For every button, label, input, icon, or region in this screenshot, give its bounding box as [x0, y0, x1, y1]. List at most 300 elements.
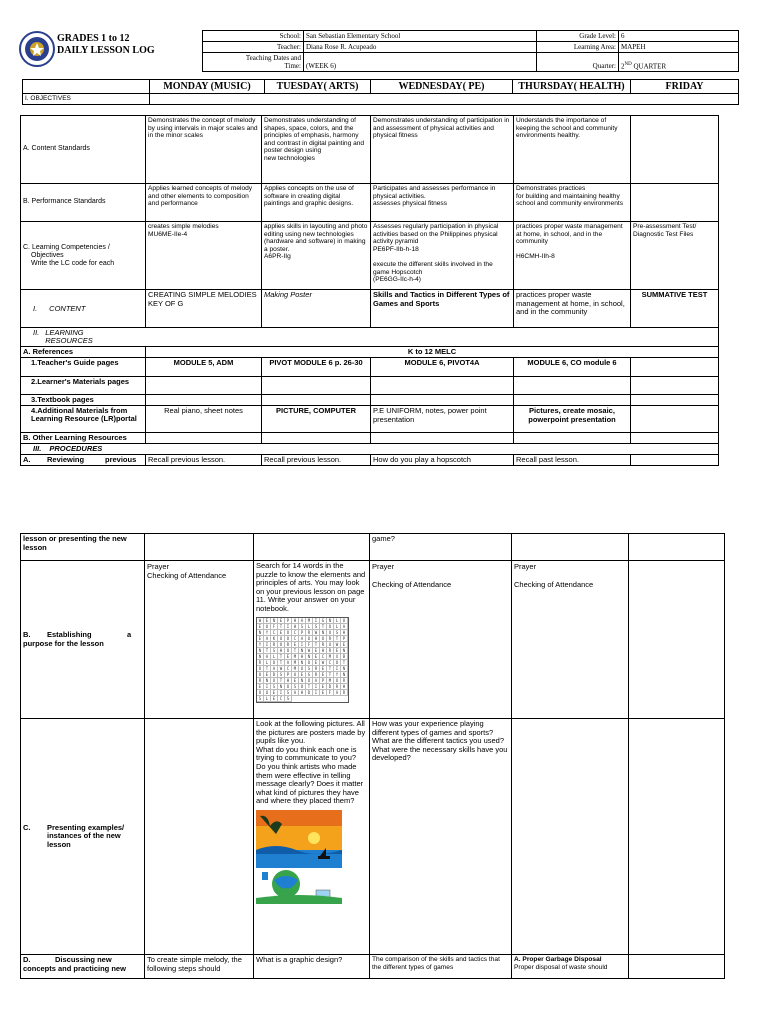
puzzle-letter: S — [292, 684, 299, 690]
puzzle-letter: U — [271, 678, 278, 684]
puzzle-letter: P — [285, 672, 292, 678]
puzzle-letter: I — [285, 624, 292, 630]
puzzle-letter: C — [285, 666, 292, 672]
puzzle-letter: U — [327, 642, 334, 648]
puzzle-letter: D — [306, 690, 313, 696]
procedures-label: PROCEDURES — [49, 444, 103, 453]
row-presenting — [21, 719, 725, 955]
puzzle-letter: R — [341, 690, 348, 696]
school-label: School: — [203, 31, 304, 42]
purpose-wed: Prayer Checking of Attendance — [370, 561, 512, 719]
tb-wed — [371, 395, 514, 406]
lm-fri — [631, 377, 719, 395]
presenting-thu — [512, 719, 629, 955]
puzzle-letter: O — [285, 684, 292, 690]
lm-thu — [514, 377, 631, 395]
puzzle-letter: O — [257, 690, 264, 696]
content-mon: CREATING SIMPLE MELODIES KEY OF G — [146, 290, 262, 328]
puzzle-letter: A — [341, 624, 348, 630]
reviewing-a: A. — [23, 455, 31, 464]
label-reviewing-cont: lesson or presenting the new lesson — [21, 534, 145, 561]
puzzle-letter: S — [313, 624, 320, 630]
competencies-tue: applies skills in layouting and photo editing using new technologies (hardware and software) in making a poster. A6PR-IIg — [262, 222, 371, 290]
puzzle-letter: R — [327, 648, 334, 654]
puzzle-letter: O — [327, 624, 334, 630]
puzzle-letter: E — [271, 690, 278, 696]
puzzle-letter: C — [278, 696, 285, 702]
puzzle-letter: S — [285, 696, 292, 702]
puzzle-letter: U — [292, 672, 299, 678]
olr-mon — [146, 433, 262, 444]
puzzle-letter: R — [313, 666, 320, 672]
purpose-thu: Prayer Checking of Attendance — [512, 561, 629, 719]
puzzle-letter: E — [313, 654, 320, 660]
puzzle-letter: T — [278, 678, 285, 684]
puzzle-letter: H — [278, 648, 285, 654]
rc-tue — [254, 534, 370, 561]
content-label: CONTENT — [49, 303, 86, 313]
label-references: A. References — [21, 347, 146, 358]
puzzle-letter: S — [299, 624, 306, 630]
tb-thu — [514, 395, 631, 406]
row-purpose — [21, 561, 725, 719]
area-value: MAPEH — [619, 42, 739, 53]
puzzle-letter: W — [320, 660, 327, 666]
lm-wed — [371, 377, 514, 395]
row-learning-resources — [21, 328, 719, 347]
poster-image — [256, 810, 367, 907]
puzzle-letter: W — [278, 666, 285, 672]
content-std-tue: Demonstrates understanding of shapes, space, colors, and the principles of emphasis, harmony and contrast in digital painting and poster design using new technologies — [262, 116, 371, 184]
presenting-fri — [629, 719, 725, 955]
reviewing-c: previous — [105, 455, 137, 464]
puzzle-letter: C — [292, 636, 299, 642]
content-std-mon: Demonstrates the concept of melody by using intervals in major scales and in the minor scales — [146, 116, 262, 184]
title-line-1: GRADES 1 to 12 — [57, 33, 130, 44]
tb-tue — [262, 395, 371, 406]
purpose-d: purpose for the lesson — [23, 638, 104, 648]
puzzle-letter: T — [313, 642, 320, 648]
row-procedures — [21, 444, 719, 455]
purpose-a: B. — [23, 630, 31, 639]
label-purpose — [21, 561, 145, 719]
puzzle-letter: O — [334, 678, 341, 684]
row-competencies — [21, 222, 719, 290]
puzzle-letter: R — [313, 672, 320, 678]
rc-wed: game? — [370, 534, 512, 561]
presenting-tue-text: Look at the following pictures. All the pictures are posters made by pupils like you. What do you think each one is trying to communicate to you? Do you think artists who made them were effective in telling message clearly? Does it matter what kind of pictures they have and where they placed them? — [256, 719, 366, 806]
label-content-standards: A. Content Standards — [21, 116, 146, 184]
teacher-value: Diana Rose R. Acupeado — [304, 42, 537, 53]
puzzle-letter: N — [257, 654, 264, 660]
reviewing-fri — [631, 455, 719, 466]
puzzle-letter: T — [327, 666, 334, 672]
presenting-c: instances of the new — [47, 831, 121, 841]
puzzle-letter: T — [306, 684, 313, 690]
area-label: Learning Area: — [537, 42, 619, 53]
puzzle-letter: N — [341, 672, 348, 678]
puzzle-letter: A — [292, 690, 299, 696]
row-reviewing — [21, 455, 719, 466]
puzzle-letter: N — [341, 648, 348, 654]
puzzle-letter: O — [257, 666, 264, 672]
puzzle-letter: Y — [257, 642, 264, 648]
puzzle-letter: Y — [334, 672, 341, 678]
puzzle-letter: A — [299, 618, 306, 624]
deped-seal — [19, 31, 55, 67]
am-fri — [631, 406, 719, 433]
puzzle-letter: A — [285, 660, 292, 666]
puzzle-letter: M — [306, 618, 313, 624]
puzzle-letter: M — [327, 654, 334, 660]
presenting-tue — [254, 719, 370, 955]
puzzle-letter: O — [278, 642, 285, 648]
puzzle-letter: O — [257, 672, 264, 678]
purpose-b: Establishing — [47, 630, 92, 639]
presenting-d: lesson — [47, 839, 71, 849]
puzzle-letter: E — [285, 654, 292, 660]
competencies-fri: Pre-assessment Test/ Diagnostic Test Files — [631, 222, 719, 290]
label-competencies — [21, 222, 146, 290]
competencies-thu: practices proper waste management at home, in school, and in the community H6CMH-IIh-8 — [514, 222, 631, 290]
row-references — [21, 347, 719, 358]
row-content — [21, 290, 719, 328]
puzzle-letter: U — [327, 630, 334, 636]
row-performance-standards — [21, 184, 719, 222]
tg-tue: PIVOT MODULE 6 p. 26-30 — [262, 358, 371, 377]
reviewing-wed: How do you play a hopscotch — [371, 455, 514, 466]
puzzle-letter: T — [278, 654, 285, 660]
tb-mon — [146, 395, 262, 406]
puzzle-letter: N — [299, 678, 306, 684]
puzzle-letter: T — [334, 636, 341, 642]
dates-label — [203, 53, 304, 72]
puzzle-letter: L — [334, 618, 341, 624]
puzzle-letter: F — [306, 642, 313, 648]
content-fri: SUMMATIVE TEST — [631, 290, 719, 328]
objectives-label: I. OBJECTIVES — [23, 94, 150, 105]
label-competencies-3: Write the LC code for each — [31, 259, 115, 267]
quarter-num: 2 — [621, 62, 625, 70]
week-value: (WEEK 6) — [304, 53, 537, 72]
puzzle-letter: W — [306, 648, 313, 654]
row-learners-materials — [21, 377, 719, 395]
puzzle-letter: S — [285, 690, 292, 696]
puzzle-letter: R — [341, 678, 348, 684]
label-procedures — [21, 444, 719, 455]
label-content — [21, 290, 146, 328]
lm-tue — [262, 377, 371, 395]
row-discussing — [21, 955, 725, 979]
puzzle-letter: O — [285, 636, 292, 642]
puzzle-letter: C — [320, 654, 327, 660]
puzzle-letter: T — [278, 624, 285, 630]
grade-label: Grade Level: — [537, 31, 619, 42]
row-other-resources — [21, 433, 719, 444]
row-additional-materials — [21, 406, 719, 433]
puzzle-letter: E — [313, 648, 320, 654]
puzzle-letter: C — [327, 660, 334, 666]
puzzle-letter: E — [292, 642, 299, 648]
blank-header — [23, 80, 150, 94]
puzzle-letter: N — [257, 648, 264, 654]
puzzle-letter: K — [271, 636, 278, 642]
grade-value: 6 — [619, 31, 739, 42]
reviewing-thu: Recall past lesson. — [514, 455, 631, 466]
puzzle-letter: O — [306, 678, 313, 684]
puzzle-letter: G — [320, 618, 327, 624]
label-additional-materials: 4.Additional Materials from Learning Resource (LR)portal — [21, 406, 146, 433]
day-friday: FRIDAY — [631, 80, 739, 94]
competencies-mon: creates simple melodies MU6ME-IIe-4 — [146, 222, 262, 290]
puzzle-letter: R — [320, 642, 327, 648]
puzzle-letter: I — [299, 642, 306, 648]
puzzle-letter: R — [271, 642, 278, 648]
label-competencies-2: Objectives — [31, 251, 64, 259]
puzzle-letter: X — [334, 654, 341, 660]
am-wed: P.E UNIFORM, notes, power point presentation — [371, 406, 514, 433]
puzzle-letter: T — [327, 672, 334, 678]
puzzle-letter: O — [285, 648, 292, 654]
puzzle-letter: A — [313, 678, 320, 684]
perf-std-wed: Participates and assesses performance in physical activities. assesses physical fitness — [371, 184, 514, 222]
lesson-table-page2 — [20, 533, 725, 979]
puzzle-letter: W — [334, 642, 341, 648]
tg-fri — [631, 358, 719, 377]
presenting-mon — [145, 719, 254, 955]
puzzle-letter: W — [257, 618, 264, 624]
resources-num: II. — [33, 328, 40, 337]
presenting-a: C. — [23, 822, 31, 832]
content-num: I. — [33, 303, 38, 313]
puzzle-letter: H — [341, 630, 348, 636]
tb-fri — [631, 395, 719, 406]
puzzle-letter: L — [306, 624, 313, 630]
puzzle-letter: T — [292, 648, 299, 654]
header-info-table — [202, 30, 739, 72]
puzzle-letter: E — [334, 648, 341, 654]
puzzle-letter: R — [285, 642, 292, 648]
puzzle-letter: E — [264, 672, 271, 678]
puzzle-letter: H — [299, 690, 306, 696]
puzzle-letter: U — [264, 690, 271, 696]
lesson-table-page1 — [20, 115, 719, 466]
puzzle-letter: R — [327, 636, 334, 642]
puzzle-letter: C — [271, 630, 278, 636]
puzzle-letter: H — [320, 648, 327, 654]
puzzle-letter: S — [306, 666, 313, 672]
puzzle-letter: H — [285, 678, 292, 684]
quarter-value — [619, 53, 739, 72]
puzzle-letter: S — [271, 684, 278, 690]
puzzle-letter: U — [299, 666, 306, 672]
puzzle-letter: T — [320, 624, 327, 630]
puzzle-letter: N — [257, 630, 264, 636]
puzzle-letter: B — [341, 654, 348, 660]
puzzle-letter: E — [257, 684, 264, 690]
puzzle-letter: L — [334, 624, 341, 630]
content-std-wed: Demonstrates understanding of participation in and assessment of physical activities and physical fitness — [371, 116, 514, 184]
puzzle-letter: I — [264, 642, 271, 648]
discussing-tue: What is a graphic design? — [254, 955, 370, 979]
label-competencies-1: C. Learning Competencies / — [23, 243, 110, 251]
discussing-fri — [629, 955, 725, 979]
content-std-fri — [631, 116, 719, 184]
puzzle-letter: S — [334, 630, 341, 636]
puzzle-letter: H — [292, 618, 299, 624]
puzzle-letter: A — [264, 636, 271, 642]
puzzle-letter: H — [299, 654, 306, 660]
label-learning-resources — [21, 328, 719, 347]
puzzle-letter: E — [313, 660, 320, 666]
puzzle-letter: R — [257, 660, 264, 666]
purpose-c: a — [127, 630, 132, 639]
perf-std-tue: Applies concepts on the use of software in creating digital paintings and graphic designs. — [262, 184, 371, 222]
purpose-mon: Prayer Checking of Attendance — [145, 561, 254, 719]
puzzle-letter: I — [264, 684, 271, 690]
puzzle-letter: E — [257, 636, 264, 642]
purpose-fri — [629, 561, 725, 719]
puzzle-letter: N — [327, 618, 334, 624]
days-header-table — [22, 79, 739, 105]
school-value: San Sebastian Elementary School — [304, 31, 537, 42]
puzzle-letter: T — [341, 660, 348, 666]
tg-mon: MODULE 5, ADM — [146, 358, 262, 377]
puzzle-letter: C — [292, 630, 299, 636]
rc-mon — [145, 534, 254, 561]
puzzle-letter: R — [257, 678, 264, 684]
discussing-b: Discussing new — [55, 955, 112, 964]
puzzle-letter: N — [341, 666, 348, 672]
puzzle-letter: P — [299, 630, 306, 636]
dates-label-line1: Teaching Dates and — [245, 54, 301, 62]
puzzle-letter: N — [264, 678, 271, 684]
label-discussing — [21, 955, 145, 979]
puzzle-letter: R — [306, 630, 313, 636]
quarter-text: QUARTER — [631, 62, 667, 70]
puzzle-letter: S — [278, 672, 285, 678]
puzzle-letter: E — [320, 690, 327, 696]
word-search-puzzle — [256, 617, 349, 703]
puzzle-letter: N — [299, 660, 306, 666]
puzzle-letter: I — [313, 684, 320, 690]
puzzle-letter: U — [264, 624, 271, 630]
puzzle-letter: O — [334, 660, 341, 666]
perf-std-fri — [631, 184, 719, 222]
puzzle-letter: O — [320, 636, 327, 642]
puzzle-letter: E — [320, 672, 327, 678]
puzzle-letter: T — [278, 660, 285, 666]
competencies-wed: Assesses regularly participation in physical activities based on the Philippines physical activity pyramid PE6PF-IIb-h-18 execute the different skills involved in the game Hopscotch (PE6GG-IIc-h-4) — [371, 222, 514, 290]
am-mon: Real piano, sheet notes — [146, 406, 262, 433]
puzzle-letter: D — [271, 672, 278, 678]
puzzle-letter: E — [278, 618, 285, 624]
puzzle-letter: A — [299, 636, 306, 642]
discussing-a: D. — [23, 955, 31, 964]
day-monday: MONDAY (MUSIC) — [150, 80, 265, 94]
objectives-blank — [150, 94, 739, 105]
puzzle-letter: N — [278, 684, 285, 690]
puzzle-letter: I — [278, 690, 285, 696]
puzzle-letter: N — [299, 648, 306, 654]
quarter-sup: ND — [624, 61, 632, 67]
puzzle-letter: O — [341, 618, 348, 624]
perf-std-thu: Demonstrates practices for building and maintaining healthy school and community environments — [514, 184, 631, 222]
purpose-tue — [254, 561, 370, 719]
purpose-tue-text: Search for 14 words in the puzzle to know the elements and principles of arts. You may look on your previous lesson on page 11. Write your answer on your notebook. — [256, 561, 366, 613]
discussing-thu-text: Proper disposal of waste should — [514, 963, 608, 971]
puzzle-letter: D — [327, 684, 334, 690]
discussing-c: concepts and practicing new — [23, 963, 126, 973]
puzzle-letter: E — [292, 678, 299, 684]
puzzle-letter: M — [292, 666, 299, 672]
puzzle-letter: E — [320, 684, 327, 690]
puzzle-letter: R — [334, 684, 341, 690]
presenting-wed: How was your experience playing different types of games and sports? What are the different tactics you used? What were the necessary skills have you developed? — [370, 719, 512, 955]
quarter-label: Quarter: — [537, 53, 619, 72]
puzzle-letter: P — [341, 636, 348, 642]
puzzle-letter: A — [271, 666, 278, 672]
puzzle-letter: I — [334, 666, 341, 672]
puzzle-letter: E — [341, 642, 348, 648]
perf-std-mon: Applies learned concepts of melody and other elements to composition and performance — [146, 184, 262, 222]
content-std-thu: Understands the importance of keeping the school and community environments healthy. — [514, 116, 631, 184]
reviewing-tue: Recall previous lesson. — [262, 455, 371, 466]
puzzle-letter: W — [313, 630, 320, 636]
puzzle-letter: O — [285, 630, 292, 636]
references-value: K to 12 MELC — [146, 347, 719, 358]
puzzle-letter: Y — [264, 630, 271, 636]
teacher-label: Teacher: — [203, 42, 304, 53]
puzzle-letter: A — [334, 690, 341, 696]
puzzle-letter: E — [257, 624, 264, 630]
row-textbook — [21, 395, 719, 406]
puzzle-letter: H — [292, 624, 299, 630]
puzzle-letter: L — [264, 660, 271, 666]
puzzle-letter: H — [341, 684, 348, 690]
dates-label-line2: Time: — [284, 62, 301, 70]
label-reviewing — [21, 455, 146, 466]
title-line-2: DAILY LESSON LOG — [57, 45, 155, 56]
resources-label: LEARNING RESOURCES — [45, 328, 93, 345]
puzzle-letter: O — [299, 684, 306, 690]
puzzle-letter: N — [320, 630, 327, 636]
puzzle-letter: U — [306, 636, 313, 642]
olr-fri — [631, 433, 719, 444]
lm-mon — [146, 377, 262, 395]
label-other-resources: B. Other Learning Resources — [21, 433, 146, 444]
label-performance-standards: B. Performance Standards — [21, 184, 146, 222]
day-wednesday: WEDNESDAY( PE) — [371, 80, 513, 94]
row-teachers-guide — [21, 358, 719, 377]
olr-thu — [514, 433, 631, 444]
puzzle-letter: E — [299, 672, 306, 678]
puzzle-letter: I — [313, 618, 320, 624]
puzzle-letter: A — [264, 654, 271, 660]
content-tue: Making Poster — [262, 290, 371, 328]
puzzle-letter: L — [264, 696, 271, 702]
puzzle-letter: T — [264, 666, 271, 672]
row-reviewing-cont — [21, 534, 725, 561]
puzzle-letter: O — [271, 660, 278, 666]
row-content-standards — [21, 116, 719, 184]
day-thursday: THURSDAY( HEALTH) — [513, 80, 631, 94]
label-presenting — [21, 719, 145, 955]
puzzle-letter: S — [257, 696, 264, 702]
puzzle-letter: M — [327, 678, 334, 684]
am-thu: Pictures, create mosaic, powerpoint presentation — [514, 406, 631, 433]
discussing-thu-title: A. Proper Garbage Disposal — [514, 956, 602, 963]
